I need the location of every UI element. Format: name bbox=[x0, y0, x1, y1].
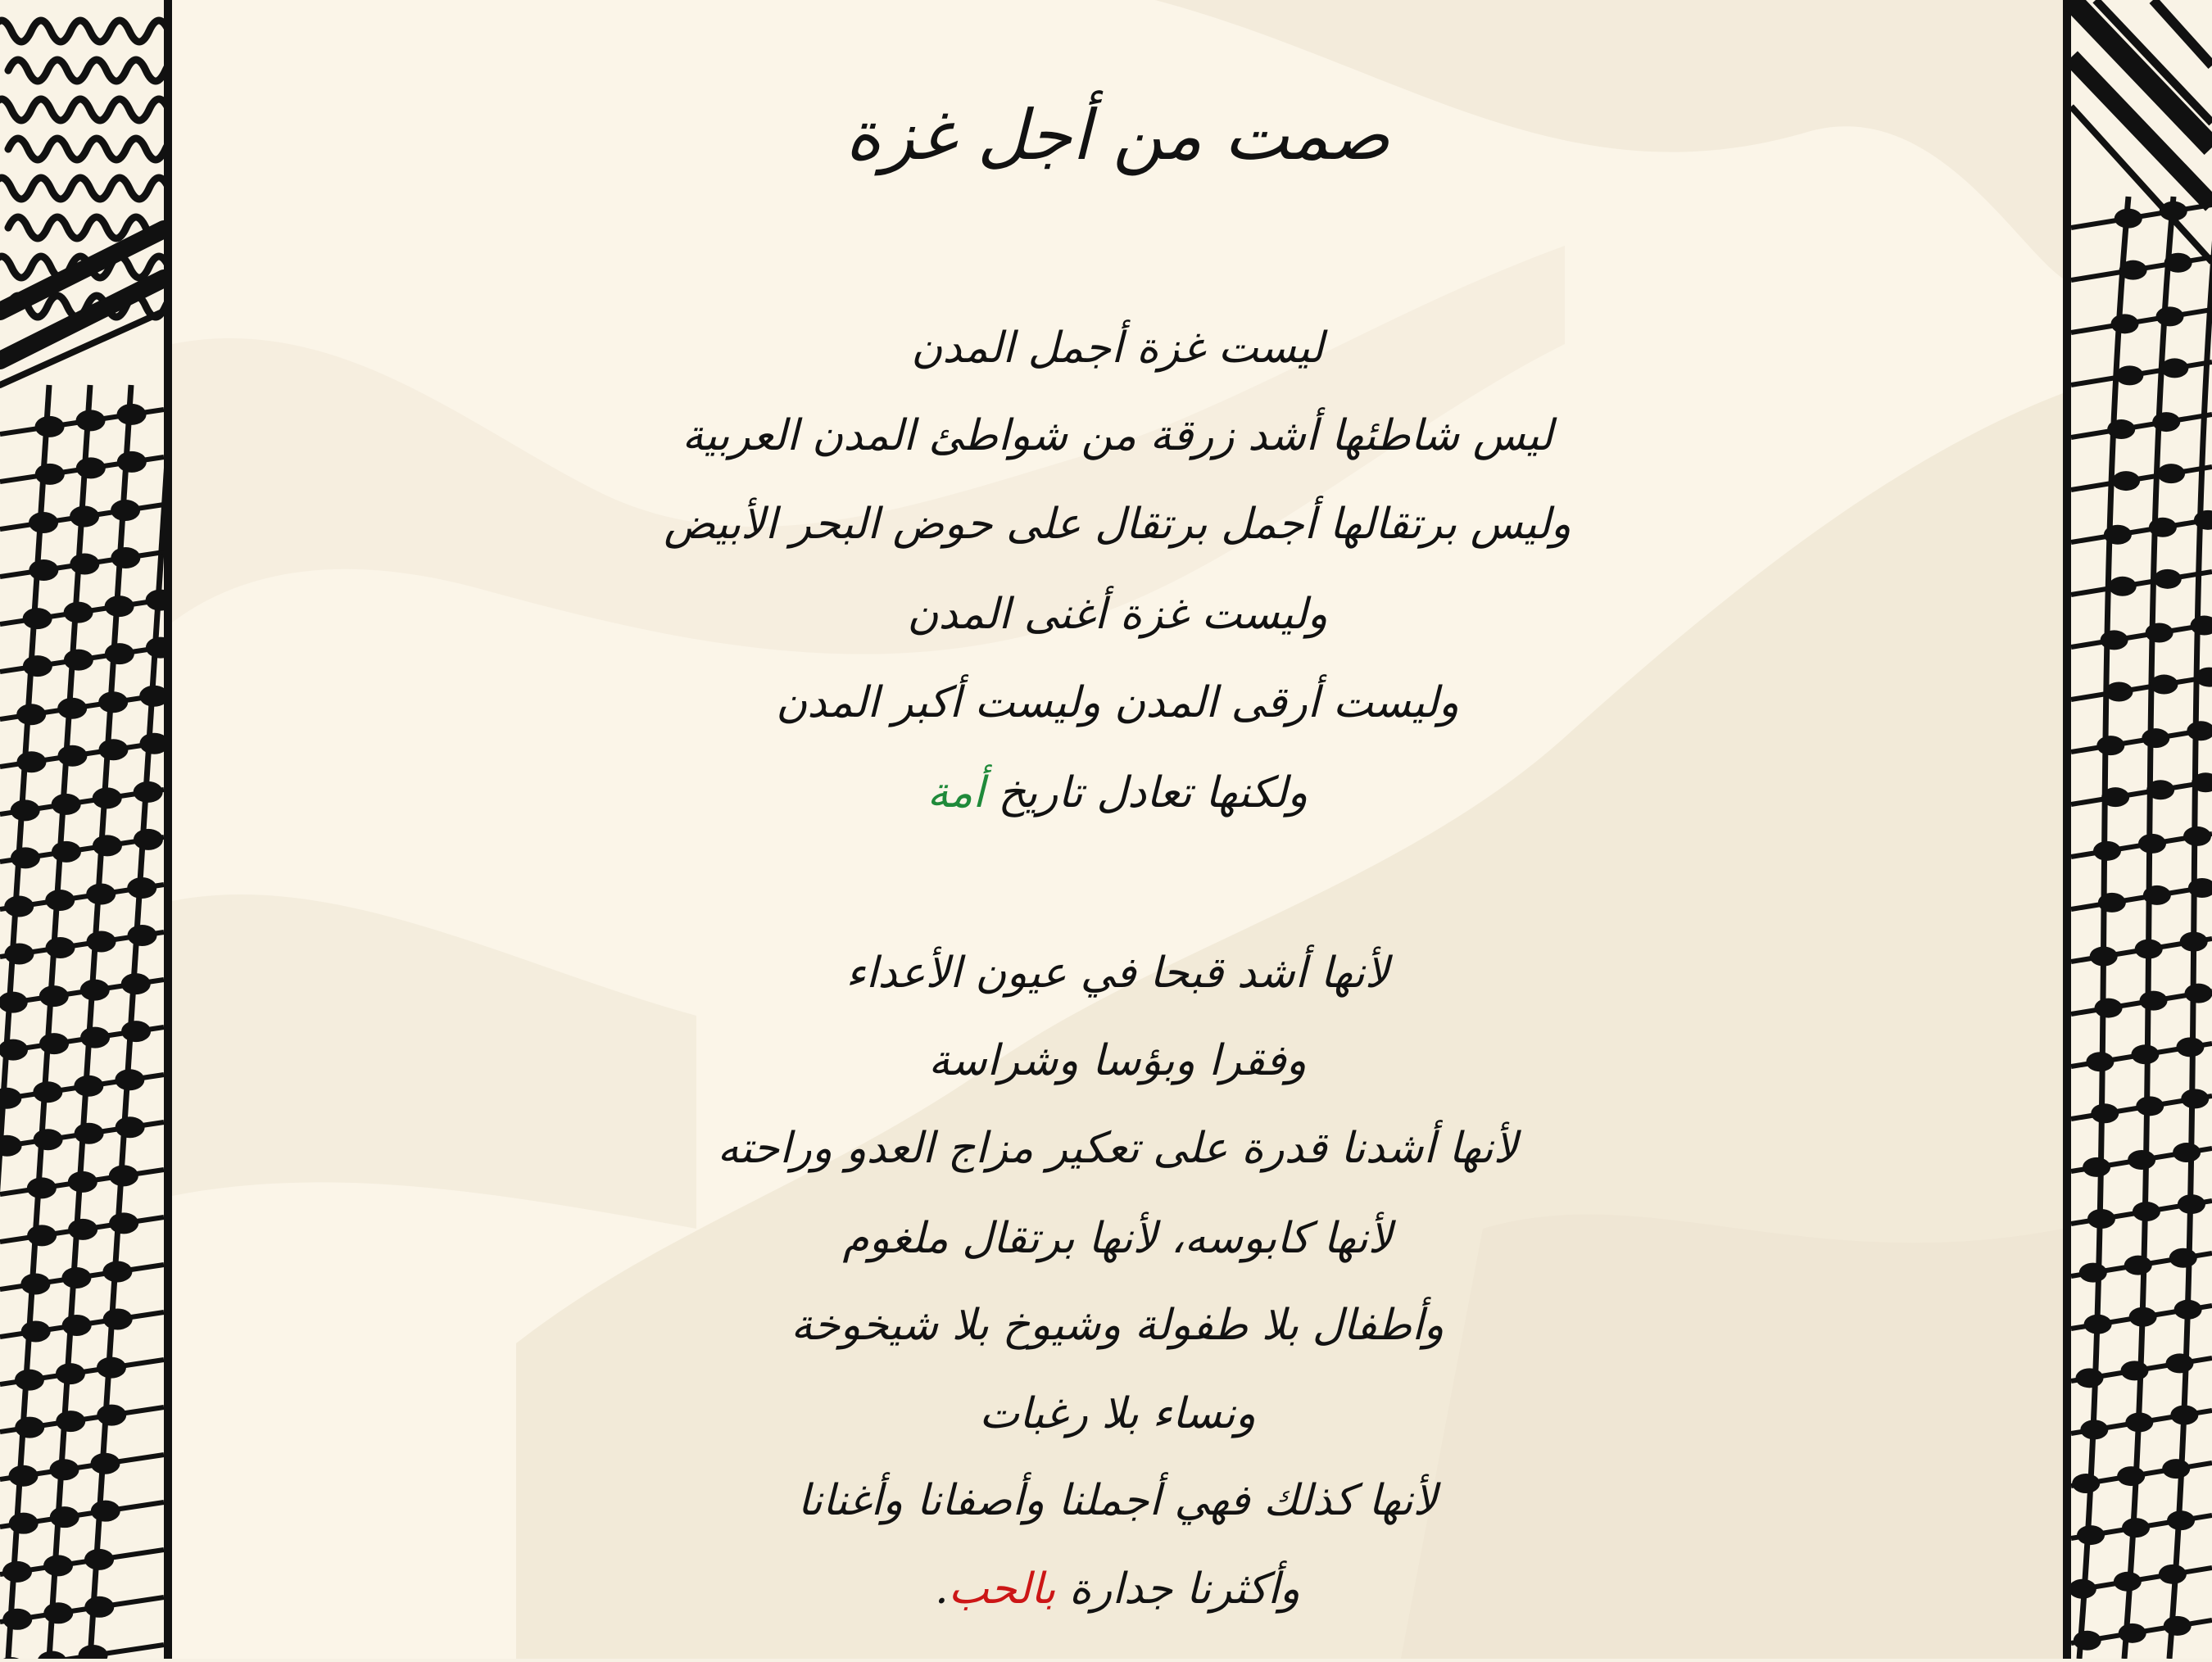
keffiyeh-border-left bbox=[0, 0, 172, 1659]
poem-line: لأنها أشد قبحا في عيون الأعداء bbox=[845, 949, 1389, 998]
poem-line: وأطفال بلا طفولة وشيوخ بلا شيخوخة bbox=[791, 1301, 1444, 1350]
poem-line: ونساء بلا رغبات bbox=[979, 1389, 1256, 1438]
poem-line-text: وأكثرنا جدارة bbox=[1055, 1565, 1300, 1614]
keffiyeh-border-right bbox=[2063, 0, 2212, 1659]
poem-line: ليست غزة أجمل المدن bbox=[911, 324, 1324, 373]
poem-line: وفقرا وبؤسا وشراسة bbox=[928, 1036, 1307, 1085]
poem-line bbox=[172, 1556, 2063, 1622]
poem-line: ليس شاطئها أشد زرقة من شواطئ المدن العربية bbox=[682, 411, 1553, 460]
poem-line: لأنها أشدنا قدرة على تعكير مزاج العدو وراحته bbox=[717, 1124, 1518, 1173]
highlight-word-red: بالحب bbox=[948, 1565, 1056, 1614]
poem-line-text: ولكنها تعادل تاريخ bbox=[984, 768, 1308, 817]
highlight-word-green: أمة bbox=[927, 768, 985, 817]
poem-line: وليست أرقى المدن وليست أكبر المدن bbox=[776, 678, 1459, 727]
poem-title: صمت من أجل غزة bbox=[845, 95, 1390, 175]
poem bbox=[172, 0, 2063, 1659]
poem-line-end: . bbox=[935, 1565, 949, 1614]
poem-line: لأنها كذلك فهي أجملنا وأصفانا وأغنانا bbox=[797, 1476, 1438, 1525]
poem-line: لأنها كابوسه، لأنها برتقال ملغوم bbox=[842, 1214, 1393, 1263]
poem-line: وليس برتقالها أجمل برتقال على حوض البحر الأبيض bbox=[664, 500, 1571, 549]
poem-panel bbox=[172, 0, 2063, 1659]
poem-line bbox=[172, 760, 2063, 826]
poem-line: وليست غزة أغنى المدن bbox=[907, 590, 1328, 639]
